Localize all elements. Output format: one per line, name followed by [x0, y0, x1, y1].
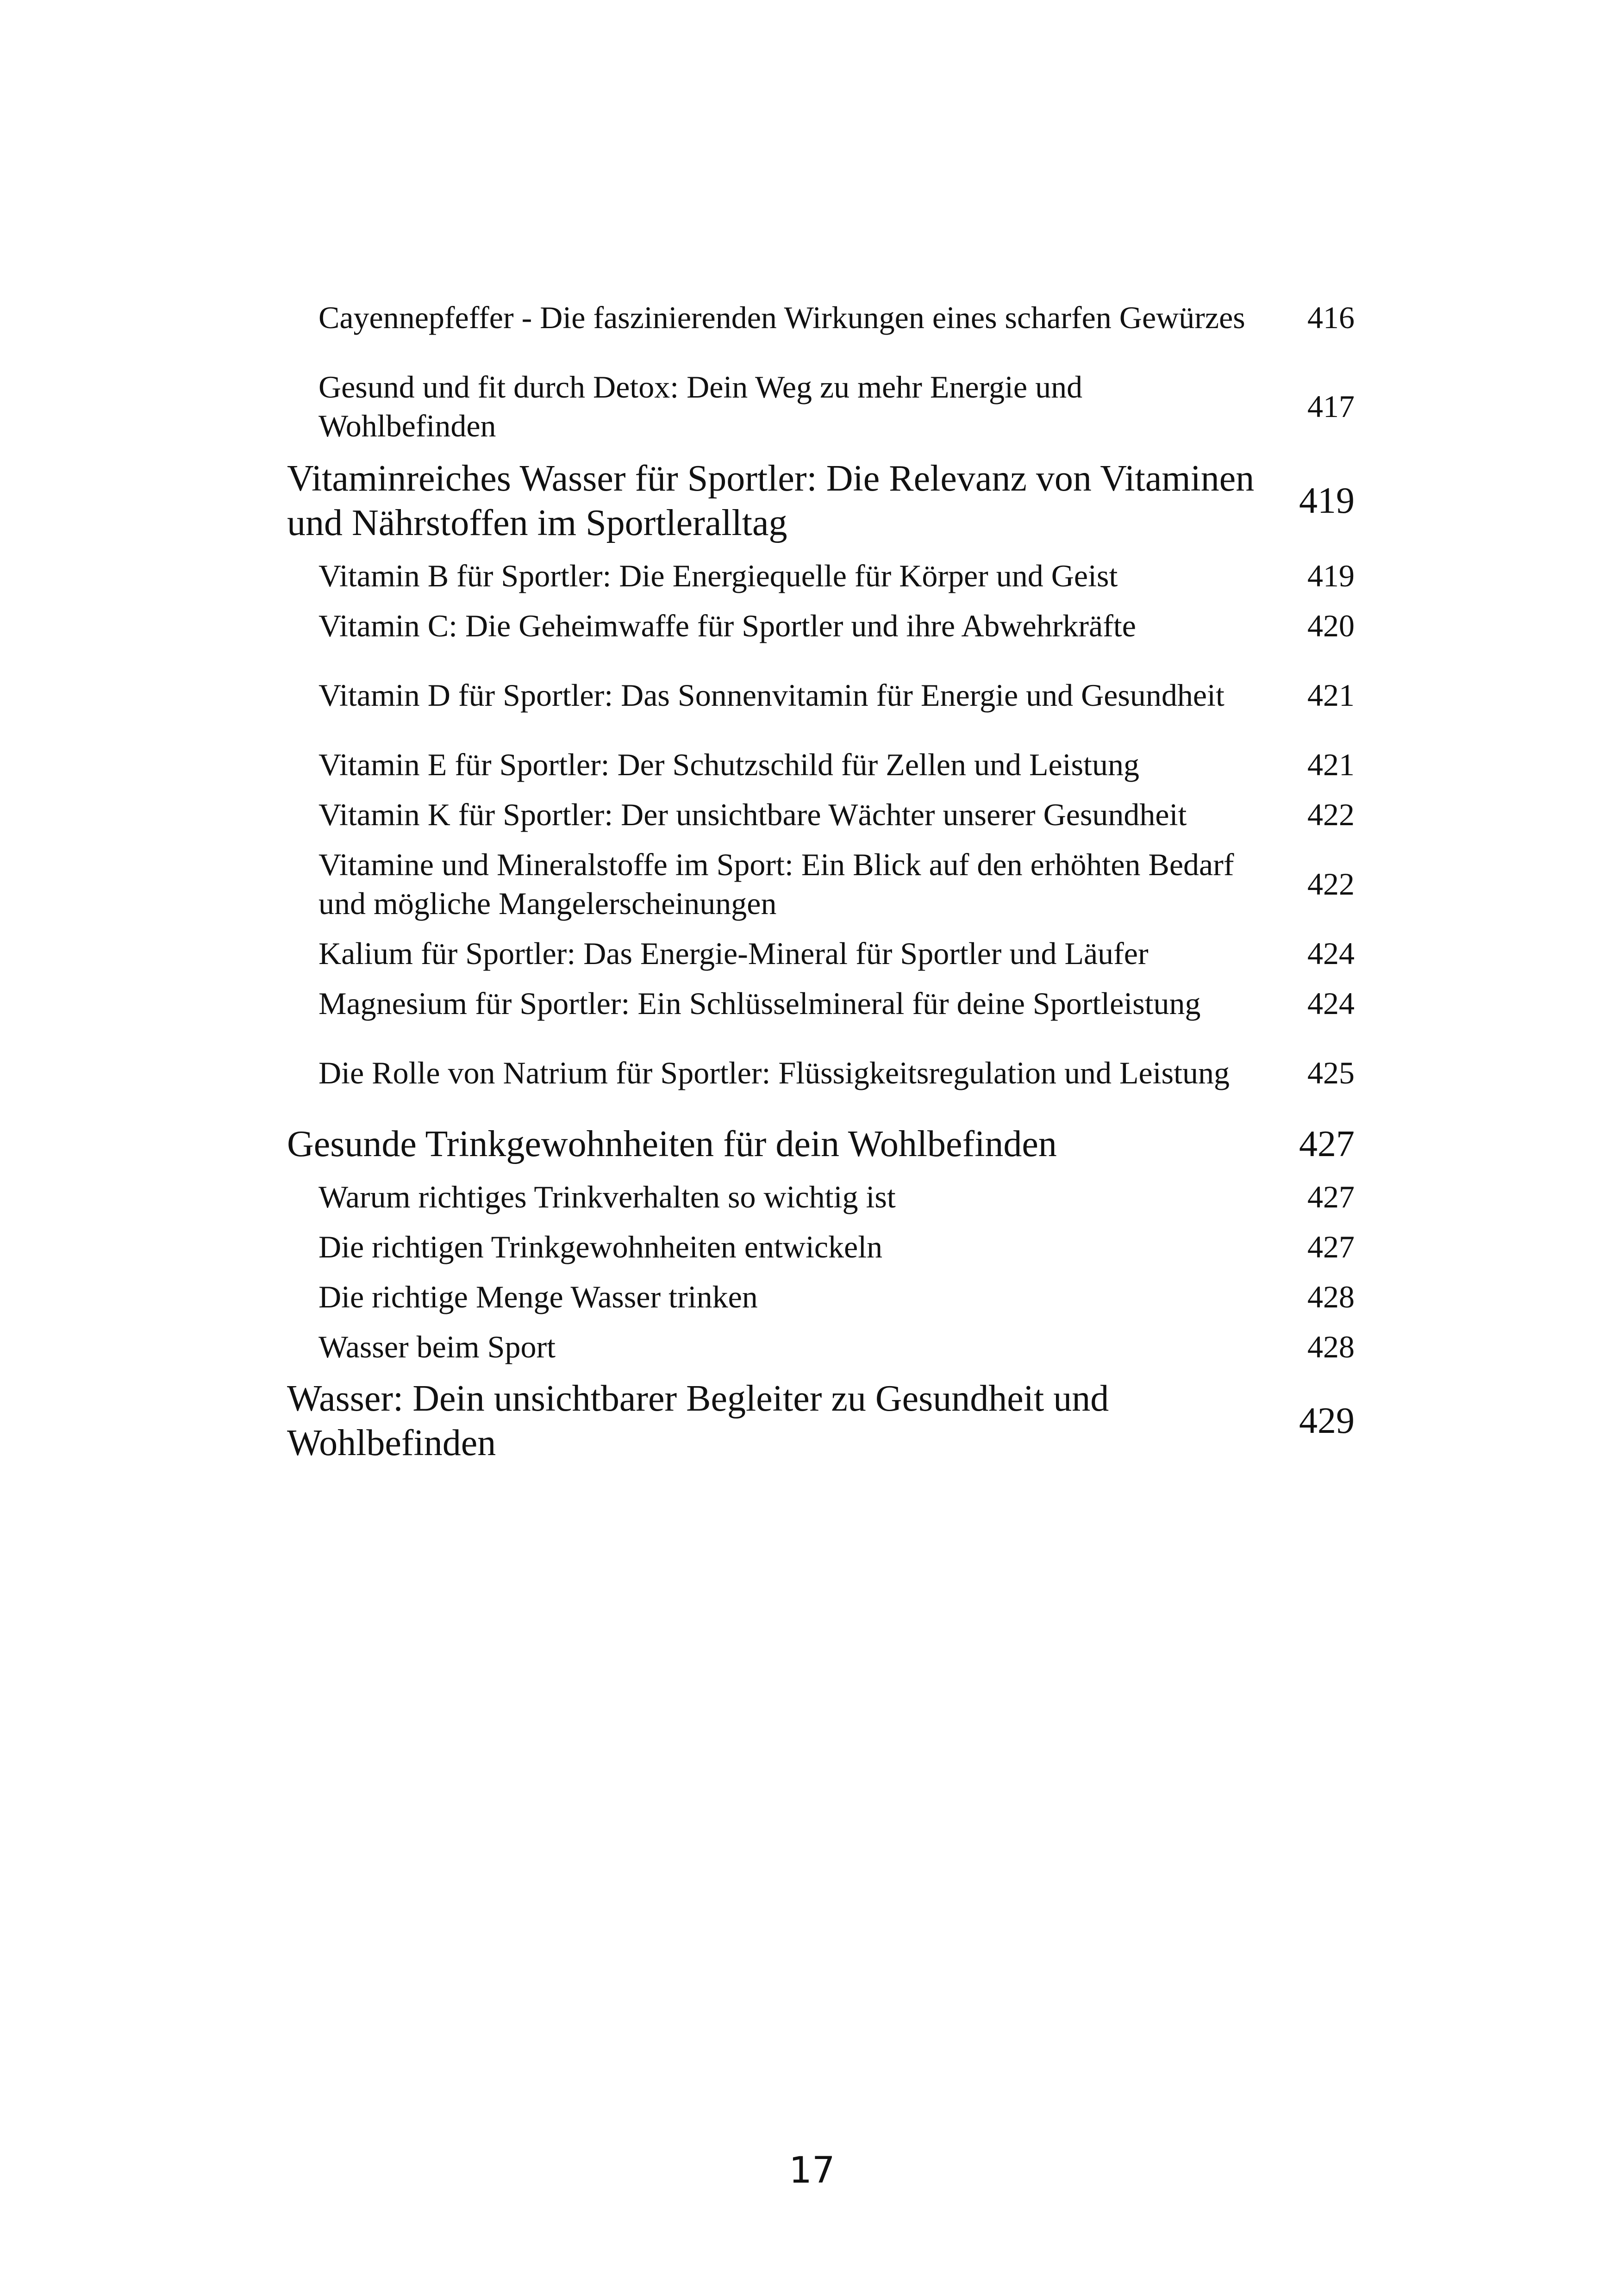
toc-entry-title: Vitamin B für Sportler: Die Energiequelle für Körper und Geist [319, 558, 1118, 593]
toc-entry-title: Vitamin D für Sportler: Das Sonnenvitamin für Energie und Gesundheit [319, 678, 1224, 713]
toc-entry-page: 424 [1307, 936, 1355, 971]
toc-entry-title: Wasser: Dein unsichtbarer Begleiter zu Gesundheit und Wohlbefinden [287, 1378, 1109, 1463]
toc-entry-page: 419 [1307, 558, 1355, 593]
toc-entry[interactable] [287, 1375, 1355, 1467]
toc-entry-title: Gesund und fit durch Detox: Dein Weg zu mehr Energie und Wohlbefinden [319, 369, 1083, 443]
toc-entry-page: 420 [1307, 608, 1355, 643]
toc-entry[interactable] [319, 932, 1355, 975]
toc-entry-title: Die richtige Menge Wasser trinken [319, 1279, 758, 1314]
toc-entry[interactable] [319, 1032, 1355, 1114]
toc-entry[interactable] [319, 1276, 1355, 1318]
toc-entry-page: 427 [1307, 1179, 1355, 1214]
toc-entry[interactable] [319, 843, 1355, 925]
toc-entry[interactable] [319, 604, 1355, 647]
toc-entry-page: 428 [1307, 1329, 1355, 1364]
toc-entry-page: 422 [1307, 866, 1355, 902]
toc-entry-title: Wasser beim Sport [319, 1329, 556, 1364]
toc-entry-title: Vitamin K für Sportler: Der unsichtbare Wächter unserer Gesundheit [319, 797, 1187, 832]
toc-entry-page: 427 [1299, 1124, 1355, 1164]
toc-entry-page: 417 [1307, 389, 1355, 424]
toc-entry-title: Magnesium für Sportler: Ein Schlüsselmineral für deine Sportleistung [319, 986, 1201, 1021]
toc-entry[interactable] [319, 793, 1355, 836]
toc-entry[interactable] [319, 277, 1355, 358]
toc-entry-title: Kalium für Sportler: Das Energie-Mineral für Sportler und Läufer [319, 936, 1149, 971]
toc-entry[interactable] [319, 1176, 1355, 1218]
toc-entry-page: 425 [1307, 1055, 1355, 1090]
toc-entry-page: 429 [1299, 1400, 1355, 1441]
toc-entry[interactable] [319, 982, 1355, 1025]
toc-entry-title: Vitamin C: Die Geheimwaffe für Sportler und ihre Abwehrkräfte [319, 608, 1136, 643]
toc-entry-title: Warum richtiges Trinkverhalten so wichtig ist [319, 1179, 896, 1214]
toc-entry-title: Vitamine und Mineralstoffe im Sport: Ein Blick auf den erhöhten Bedarf und mögliche Mangelerscheinungen [319, 847, 1234, 921]
toc-entry-page: 419 [1299, 480, 1355, 521]
page-number: 17 [789, 2150, 835, 2191]
toc-entry[interactable] [287, 454, 1355, 547]
toc-entry[interactable] [319, 654, 1355, 736]
toc-entry[interactable] [319, 554, 1355, 597]
toc-entry-page: 421 [1307, 747, 1355, 782]
toc-entry[interactable] [319, 1325, 1355, 1368]
toc-entry-title: Gesunde Trinkgewohnheiten für dein Wohlbefinden [287, 1124, 1057, 1164]
toc-entry-title: Vitaminreiches Wasser für Sportler: Die Relevanz von Vitaminen und Nährstoffen im Sportleralltag [287, 458, 1255, 543]
toc-entry-title: Vitamin E für Sportler: Der Schutzschild für Zellen und Leistung [319, 747, 1139, 782]
toc-entry[interactable] [319, 366, 1355, 447]
toc-entry-page: 422 [1307, 797, 1355, 832]
toc-entry-page: 427 [1307, 1229, 1355, 1264]
toc-entry-page: 421 [1307, 678, 1355, 713]
toc-entry-title: Die richtigen Trinkgewohnheiten entwickeln [319, 1229, 883, 1264]
toc-entry-page: 416 [1307, 300, 1355, 335]
toc-entry-title: Die Rolle von Natrium für Sportler: Flüssigkeitsregulation und Leistung [319, 1055, 1230, 1090]
toc-entry[interactable] [319, 743, 1355, 786]
toc-entry-page: 424 [1307, 986, 1355, 1021]
toc-entry[interactable] [287, 1120, 1355, 1168]
toc-entry-page: 428 [1307, 1279, 1355, 1314]
toc-entry[interactable] [319, 1226, 1355, 1268]
toc-entry-title: Cayennepfeffer - Die faszinierenden Wirkungen eines scharfen Gewürzes [319, 300, 1245, 335]
